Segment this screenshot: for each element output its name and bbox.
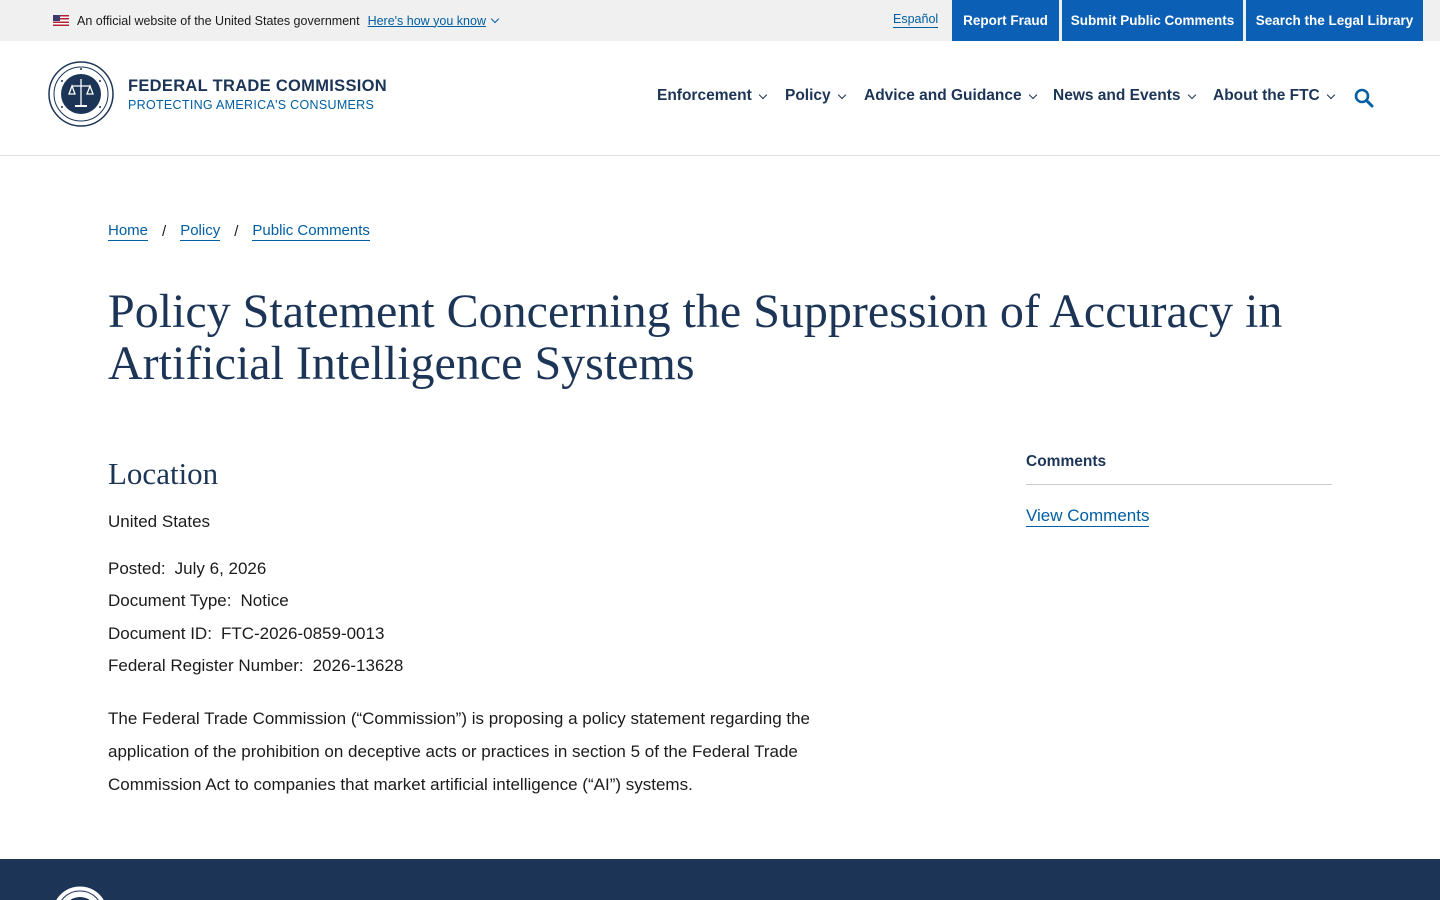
- nav-enforcement[interactable]: [657, 87, 766, 105]
- chevron-down-icon: [491, 15, 499, 23]
- report-fraud-button[interactable]: Report Fraud: [952, 0, 1059, 41]
- nav-news-and-events[interactable]: [1053, 87, 1195, 105]
- nav-label: Advice and Guidance: [864, 87, 1022, 104]
- chevron-down-icon: [759, 90, 767, 98]
- brand-tagline[interactable]: PROTECTING AMERICA'S CONSUMERS: [128, 98, 375, 112]
- meta-value: 2026-13628: [312, 656, 404, 675]
- summary-text: The Federal Trade Commission (“Commission”) is proposing a policy statement regarding the application of the prohibition on deceptive acts or practices in section 5 of the Federal Trade Commission Act to companies that market artificial intelligence (“AI”) systems.: [108, 709, 811, 794]
- site-footer: [0, 859, 1440, 900]
- comments-heading: Comments: [1026, 453, 1107, 470]
- meta-document-id: [108, 624, 384, 644]
- chevron-down-icon: [1327, 90, 1335, 98]
- nav-label: News and Events: [1053, 87, 1181, 104]
- how-you-know-link[interactable]: [368, 14, 498, 28]
- site-header: [0, 41, 1440, 156]
- meta-label: Document Type:: [108, 591, 232, 610]
- breadcrumb-separator: /: [162, 223, 167, 240]
- nav-label: About the FTC: [1213, 87, 1320, 104]
- nav-advice-and-guidance[interactable]: [864, 87, 1036, 105]
- nav-policy[interactable]: [785, 87, 845, 105]
- ftc-seal-icon[interactable]: [48, 61, 114, 127]
- how-you-know-label: Here's how you know: [367, 13, 486, 28]
- search-legal-library-button[interactable]: Search the Legal Library: [1246, 0, 1423, 41]
- espanol-link[interactable]: Español: [893, 12, 939, 26]
- location-value: United States: [108, 512, 211, 531]
- meta-posted: [108, 559, 266, 579]
- meta-document-type: [108, 591, 289, 611]
- breadcrumb-policy[interactable]: Policy: [180, 222, 221, 239]
- breadcrumb-public-comments[interactable]: Public Comments: [252, 222, 370, 239]
- nav-label: Policy: [785, 87, 831, 104]
- chevron-down-icon: [837, 90, 845, 98]
- meta-label: Posted:: [108, 559, 166, 578]
- nav-label: Enforcement: [657, 87, 752, 104]
- official-text: An official website of the United States government: [77, 13, 360, 28]
- view-comments-link[interactable]: View Comments: [1026, 506, 1150, 525]
- breadcrumb: [108, 222, 370, 241]
- ftc-seal-icon[interactable]: [52, 886, 108, 900]
- sidebar-divider: [1026, 484, 1332, 485]
- meta-value: Notice: [240, 591, 289, 610]
- submit-public-comments-button[interactable]: Submit Public Comments: [1062, 0, 1243, 41]
- search-icon[interactable]: [1354, 88, 1374, 108]
- meta-label: Document ID:: [108, 624, 212, 643]
- nav-about-the-ftc[interactable]: [1213, 87, 1334, 105]
- meta-value: July 6, 2026: [174, 559, 267, 578]
- gov-banner: [0, 0, 1440, 41]
- breadcrumb-home[interactable]: Home: [108, 222, 149, 239]
- meta-federal-register-number: [108, 656, 403, 676]
- meta-label: Federal Register Number:: [108, 656, 304, 675]
- breadcrumb-separator: /: [234, 223, 239, 240]
- us-flag-icon: [53, 15, 69, 26]
- chevron-down-icon: [1187, 90, 1195, 98]
- location-heading: Location: [108, 456, 219, 491]
- brand-name[interactable]: FEDERAL TRADE COMMISSION: [128, 77, 387, 95]
- gov-official-notice: [53, 0, 498, 41]
- page-title: Policy Statement Concerning the Suppression of Accuracy in Artificial Intelligence Systems: [108, 285, 1283, 390]
- chevron-down-icon: [1028, 90, 1036, 98]
- meta-value: FTC-2026-0859-0013: [220, 624, 385, 643]
